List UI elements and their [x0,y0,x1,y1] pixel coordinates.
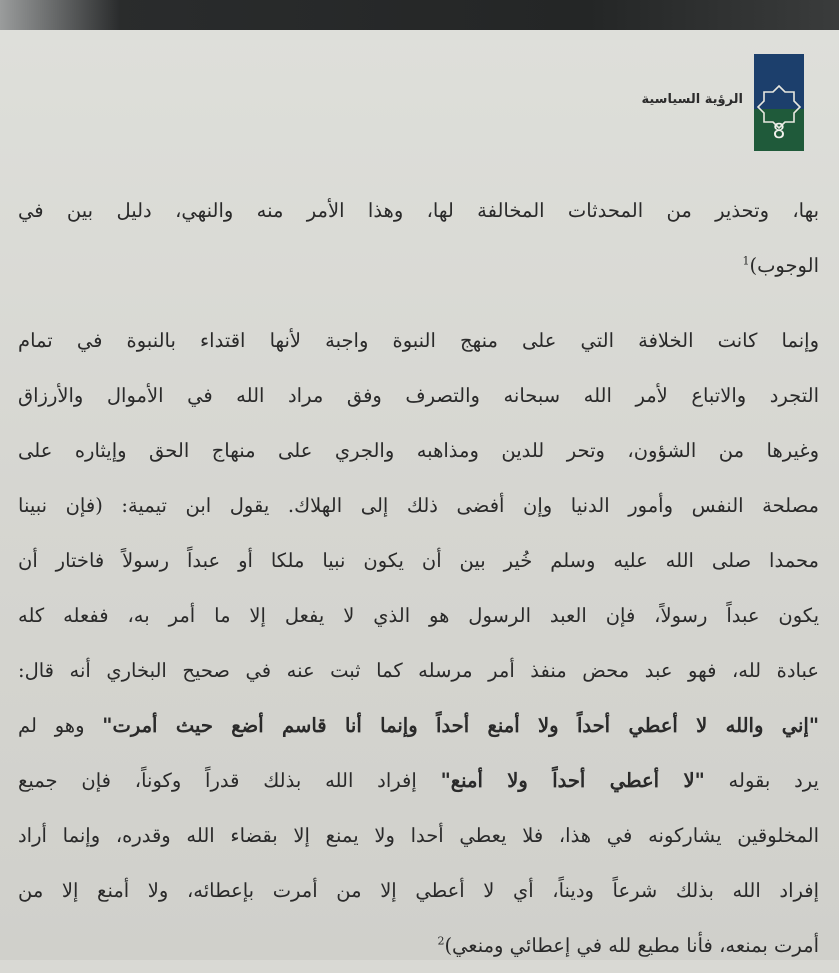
body-text [18,183,819,973]
text-line: إفراد الله بذلك شرعاً وديناً، أي لا أعطي إلا من أمرت بإعطائه، ولا أمنع إلا من [18,879,819,902]
text-line [18,753,819,808]
text-line: التجرد والاتباع لأمر الله سبحانه والتصرف وفق مراد الله في الأموال والأرزاق [18,384,819,407]
hadith-quote: "إني والله لا أعطي أحداً ولا أمنع أحداً وإنما أنا قاسم أضع حيث أمرت" [102,714,819,737]
text-span: إفراد الله بذلك قدراً وكوناً، فإن جميع [18,769,441,792]
text-span: أمرت بمنعه، فأنا مطيع لله في إعطائي ومنعي) [444,934,819,957]
text-line: المخلوقين يشاركونه في هذا، فلا يعطي أحدا ولا يمنع إلا بقضاء الله وقدره، وإنما أراد [18,824,819,847]
text-line [18,238,819,293]
text-span: يرد بقوله [704,769,819,792]
text-line [18,698,819,753]
text-line: عبادة لله، فهو عبد محض منفذ أمر مرسله كما ثبت عنه في صحيح البخاري أنه قال: [18,659,819,682]
page-number-badge [754,54,804,151]
text-line: يكون عبداً رسولاً، فإن العبد الرسول هو الذي لا يفعل إلا ما أمر به، ففعله كله [18,604,819,627]
footnote-ref: 2 [437,934,445,948]
top-dark-strip [0,0,839,30]
text-line: وغيرها من الشؤون، وتحر للدين ومذاهبه والجري على منهاج الحق وإيثاره على [18,439,819,462]
text-line: مصلحة النفس وأمور الدنيا وإن أفضى ذلك إلى الهلاك. يقول ابن تيمية: (فإن نبينا [18,494,819,517]
light-flare [0,0,120,30]
hadith-quote: "لا أعطي أحداً ولا أمنع" [440,769,705,792]
text-line: وإنما كانت الخلافة التي على منهج النبوة واجبة لأنها اقتداء بالنبوة في تمام [18,329,819,352]
page-number: 8 [772,119,786,143]
text-span: الوجوب) [749,254,819,277]
text-line: محمدا صلى الله عليه وسلم خُير بين أن يكون نبيا ملكا أو عبداً رسولاً فاختار أن [18,549,819,572]
text-line: بها، وتحذير من المحدثات المخالفة لها، وهذا الأمر منه والنهي، دليل بين في [18,199,819,222]
text-line [18,918,819,973]
text-span: وهو لم [18,714,103,737]
paragraph-gap [18,293,819,313]
section-title: الرؤية السياسية [641,92,743,107]
footnote-ref: 1 [742,254,750,268]
book-page [0,30,839,960]
